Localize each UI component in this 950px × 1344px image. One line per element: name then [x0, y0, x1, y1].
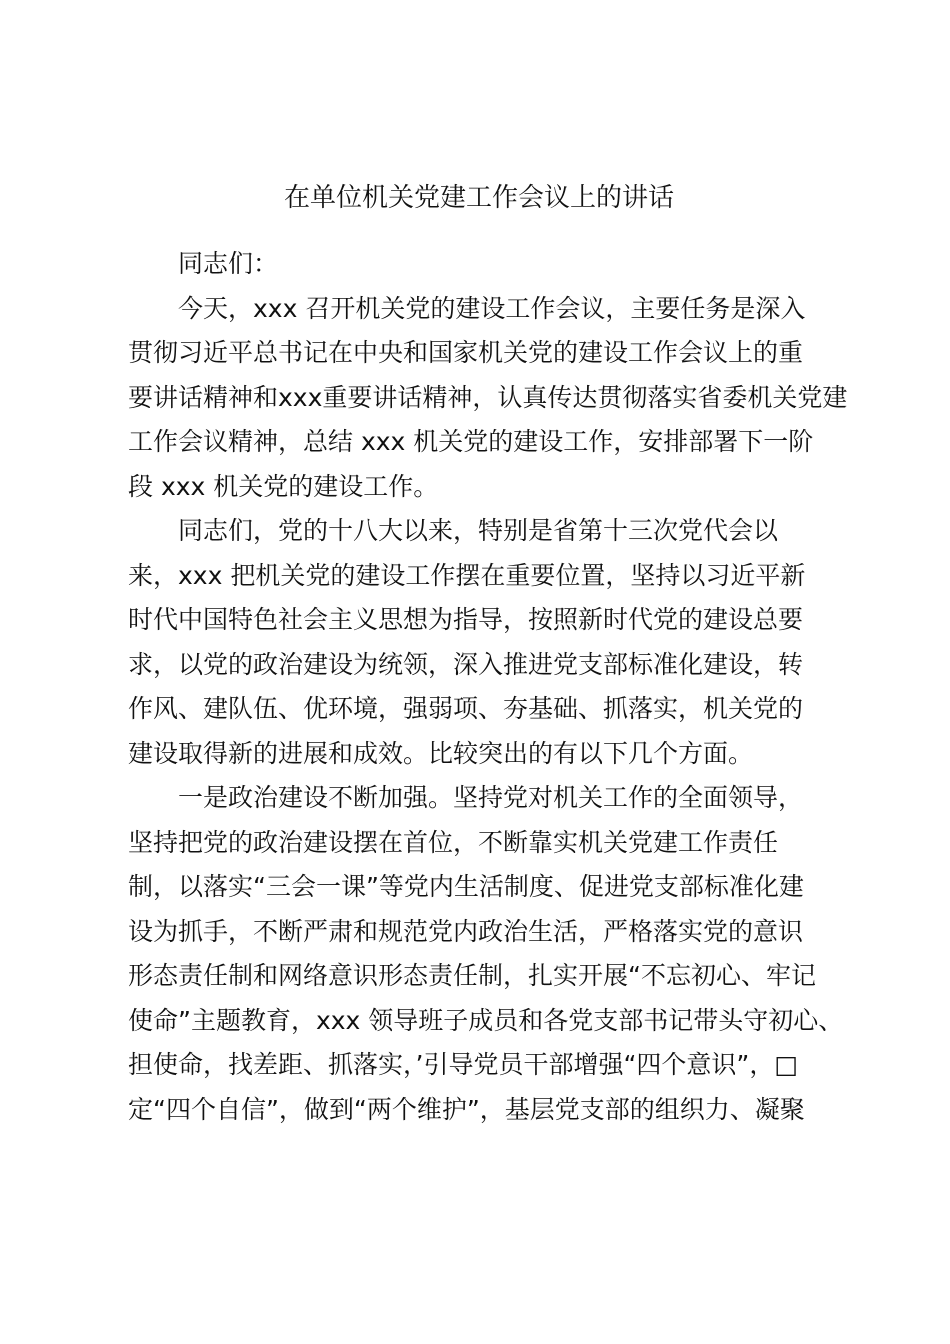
text-line: 要讲话精神和xxx重要讲话精神，认真传达贯彻落实省委机关党建: [128, 382, 848, 412]
text-line: 建设取得新的进展和成效。比较突出的有以下几个方面。: [128, 738, 754, 768]
text-line: 作风、建队伍、优环境，强弱项、夯基础、抓落实，机关党的: [128, 694, 804, 723]
text-line: 一是政治建设不断加强。坚持党对机关工作的全面领导，: [178, 783, 804, 812]
text-line: 使命”主题教育，xxx 领导班子成员和各党支部书记带头守初心、: [128, 1005, 844, 1035]
document-title: 在单位机关党建工作会议上的讲话: [283, 183, 674, 213]
text-line: 设为抓手，不断严肃和规范党内政治生活，严格落实党的意识: [128, 916, 804, 946]
text-line: 求，以党的政治建设为统领，深入推进党支部标准化建设，转: [128, 649, 804, 679]
text-line: 段 xxx 机关党的建设工作。: [128, 471, 439, 501]
text-line: 同志们：: [178, 249, 279, 278]
text-line: 坚持把党的政治建设摆在首位，不断靠实机关党建工作责任: [128, 827, 779, 857]
document-body: [128, 242, 848, 1132]
text-line: 定“四个自信”，做到“两个维护”，基层党支部的组织力、凝聚: [128, 1094, 805, 1124]
text-line: 工作会议精神，总结 xxx 机关党的建设工作，安排部署下一阶: [128, 427, 814, 456]
paragraph-political-building: [128, 776, 844, 1132]
text-line: 担使命，找差距、抓落实，’引导党员干部增强“四个意识”，□: [128, 1050, 798, 1079]
paragraph-overview: [128, 509, 838, 776]
text-line: 制，以落实“三会一课”等党内生活制度、促进党支部标准化建: [128, 872, 804, 901]
text-line: 同志们，党的十八大以来，特别是省第十三次党代会以: [178, 516, 779, 545]
text-line: 贯彻习近平总书记在中央和国家机关党的建设工作会议上的重: [128, 338, 804, 367]
text-line: 今天，xxx 召开机关党的建设工作会议，主要任务是深入: [178, 293, 806, 323]
text-line: 时代中国特色社会主义思想为指导，按照新时代党的建设总要: [128, 605, 804, 634]
text-line: 来，xxx 把机关党的建设工作摆在重要位置，坚持以习近平新: [128, 560, 806, 590]
text-line: 形态责任制和网络意识形态责任制，扎实开展“不忘初心、牢记: [128, 961, 816, 990]
paragraph-intro: [128, 287, 848, 510]
paragraph-greeting: [128, 242, 838, 287]
